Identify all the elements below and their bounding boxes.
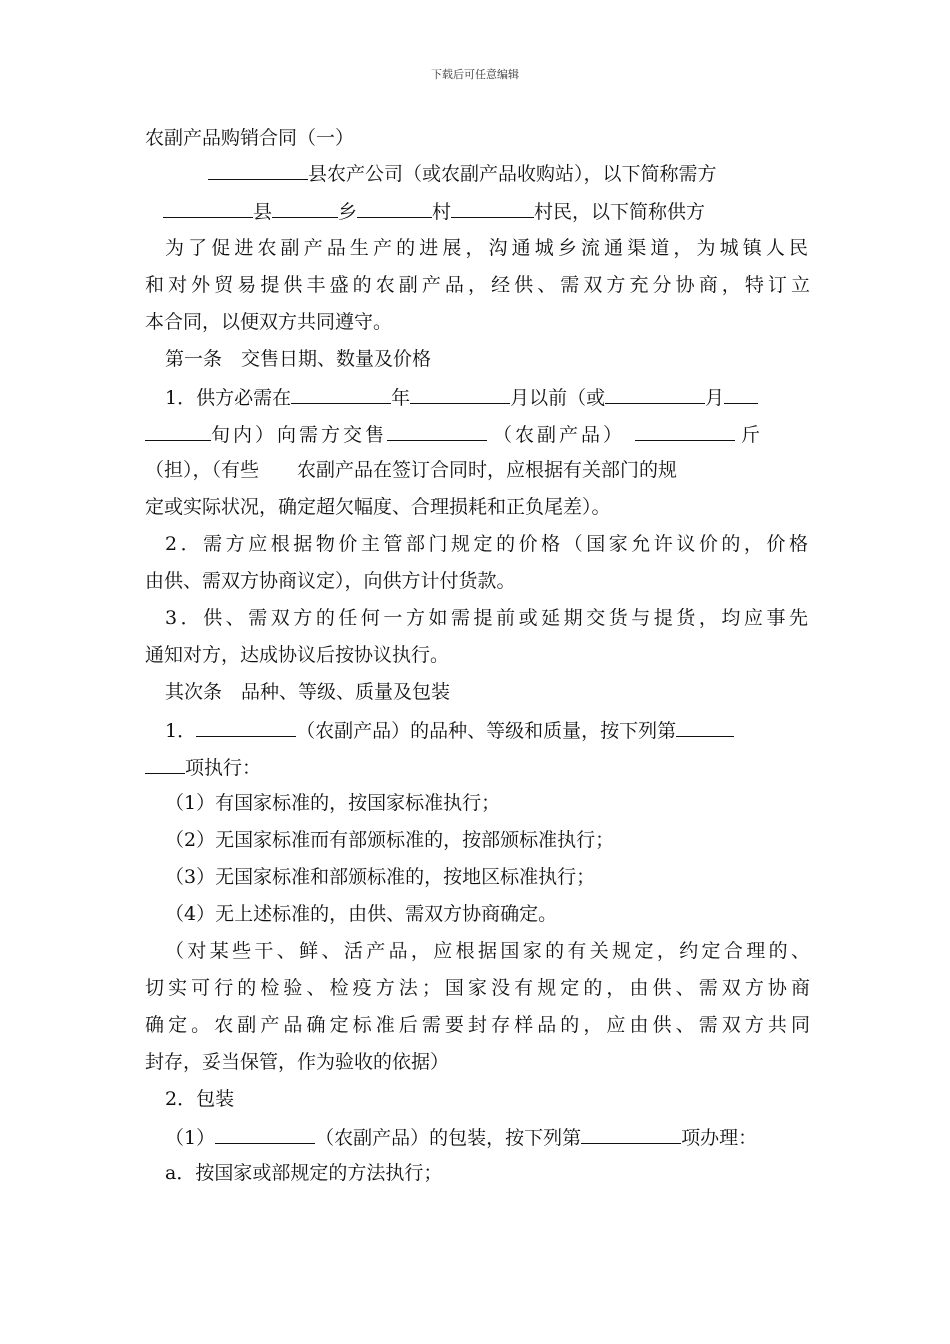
header-note: 下载后可任意编辑 — [431, 68, 519, 81]
blank-seller-village[interactable] — [357, 197, 432, 218]
article1-item1-line4: 定或实际状况，确定超欠幅度、合理损耗和正负尾差）。 — [145, 496, 611, 518]
blank-seller-villager[interactable] — [451, 197, 534, 218]
packaging-text-3: 项办理： — [681, 1127, 758, 1149]
quality-note-line-3: 确定。农副产品确定标准后需要封存样品的，应由供、需双方共同 — [145, 1014, 810, 1036]
option-1: （1）有国家标准的，按国家标准执行； — [165, 792, 501, 814]
blank-year[interactable] — [291, 383, 391, 404]
article1-item1-line3: （担），（有些 农副产品在签订合同时，应根据有关部门的规 — [145, 459, 678, 481]
blank-seller-township[interactable] — [272, 197, 338, 218]
packaging-option-a: a．按国家或部规定的方法执行； — [165, 1162, 443, 1184]
preamble-line-2: 和对外贸易提供丰盛的农副产品，经供、需双方充分协商，特订立 — [145, 274, 810, 296]
quality-note-line-2: 切实可行的检验、检疫方法；国家没有规定的，由供、需双方协商 — [145, 977, 810, 999]
seller-township-label: 乡 — [338, 201, 358, 223]
article1-item3-line2: 通知对方，达成协议后按协议执行。 — [145, 644, 450, 666]
article1-item1-line2 — [145, 420, 810, 448]
article2-item1-text-1: 1． — [165, 720, 197, 742]
blank-option-b[interactable] — [145, 753, 185, 774]
item1-text-6: （农副产品） — [493, 424, 626, 446]
option-3: （3）无国家标准和部颁标准的，按地区标准执行； — [165, 866, 596, 888]
quality-note-line-4: 封存，妥当保管，作为验收的依据） — [145, 1051, 450, 1073]
option-4: （4）无上述标准的，由供、需双方协商确定。 — [165, 903, 558, 925]
quality-note-line-1: （对某些干、鲜、活产品，应根据国家的有关规定，约定合理的、 — [165, 940, 810, 962]
blank-packaging-product[interactable] — [215, 1123, 315, 1144]
blank-month[interactable] — [410, 383, 510, 404]
article2-item1-line2 — [145, 753, 810, 781]
seller-suffix: 村民，以下简称供方 — [534, 201, 706, 223]
article2-item1-line1 — [165, 716, 810, 744]
packaging-heading: 2．包装 — [165, 1088, 235, 1110]
blank-buyer-county[interactable] — [208, 159, 308, 180]
article1-item2-line2: 由供、需双方协商议定），向供方计付货款。 — [145, 570, 516, 592]
article1-heading: 第一条 交售日期、数量及价格 — [165, 348, 432, 370]
item1-text-2: 年 — [391, 387, 411, 409]
buyer-line — [208, 159, 808, 187]
blank-period-b[interactable] — [145, 420, 211, 441]
seller-line — [163, 197, 803, 225]
item1-text-1: 1．供方必需在 — [165, 387, 292, 409]
blank-product-quality[interactable] — [196, 716, 296, 737]
preamble-line-3: 本合同，以便双方共同遵守。 — [145, 311, 393, 333]
article1-item1-line1 — [165, 383, 810, 411]
seller-county-label: 县 — [253, 201, 273, 223]
item1-text-3: 月以前（或 — [510, 387, 606, 409]
blank-packaging-option[interactable] — [581, 1123, 681, 1144]
preamble-line-1: 为了促进农副产品生产的进展，沟通城乡流通渠道，为城镇人民 — [165, 237, 808, 259]
item1-text-7: 斤 — [741, 424, 761, 446]
article2-heading: 其次条 品种、等级、质量及包装 — [165, 681, 451, 703]
blank-seller-county[interactable] — [163, 197, 253, 218]
blank-option-a[interactable] — [676, 716, 734, 737]
article2-item1-text-3: 项执行： — [185, 757, 262, 779]
item1-text-4: 月 — [705, 387, 725, 409]
blank-quantity[interactable] — [635, 420, 735, 441]
blank-product[interactable] — [387, 420, 487, 441]
packaging-text-1: （1） — [165, 1127, 216, 1149]
article1-item3-line1: 3．供、需双方的任何一方如需提前或延期交货与提货，均应事先 — [165, 607, 808, 629]
buyer-suffix: 县农产公司（或农副产品收购站），以下简称需方 — [308, 163, 717, 185]
article1-item2-line1: 2．需方应根据物价主管部门规定的价格（国家允许议价的，价格 — [165, 533, 808, 555]
packaging-text-2: （农副产品）的包装，按下列第 — [315, 1127, 582, 1149]
blank-period-a[interactable] — [724, 383, 758, 404]
packaging-sub1 — [165, 1123, 810, 1151]
document-title: 农副产品购销合同（一） — [145, 127, 355, 149]
seller-village-label: 村 — [432, 201, 452, 223]
article2-item1-text-2: （农副产品）的品种、等级和质量，按下列第 — [296, 720, 677, 742]
blank-alt-month[interactable] — [605, 383, 705, 404]
option-2: （2）无国家标准而有部颁标准的，按部颁标准执行； — [165, 829, 615, 851]
item1-text-5: 旬内）向需方交售 — [211, 424, 388, 446]
